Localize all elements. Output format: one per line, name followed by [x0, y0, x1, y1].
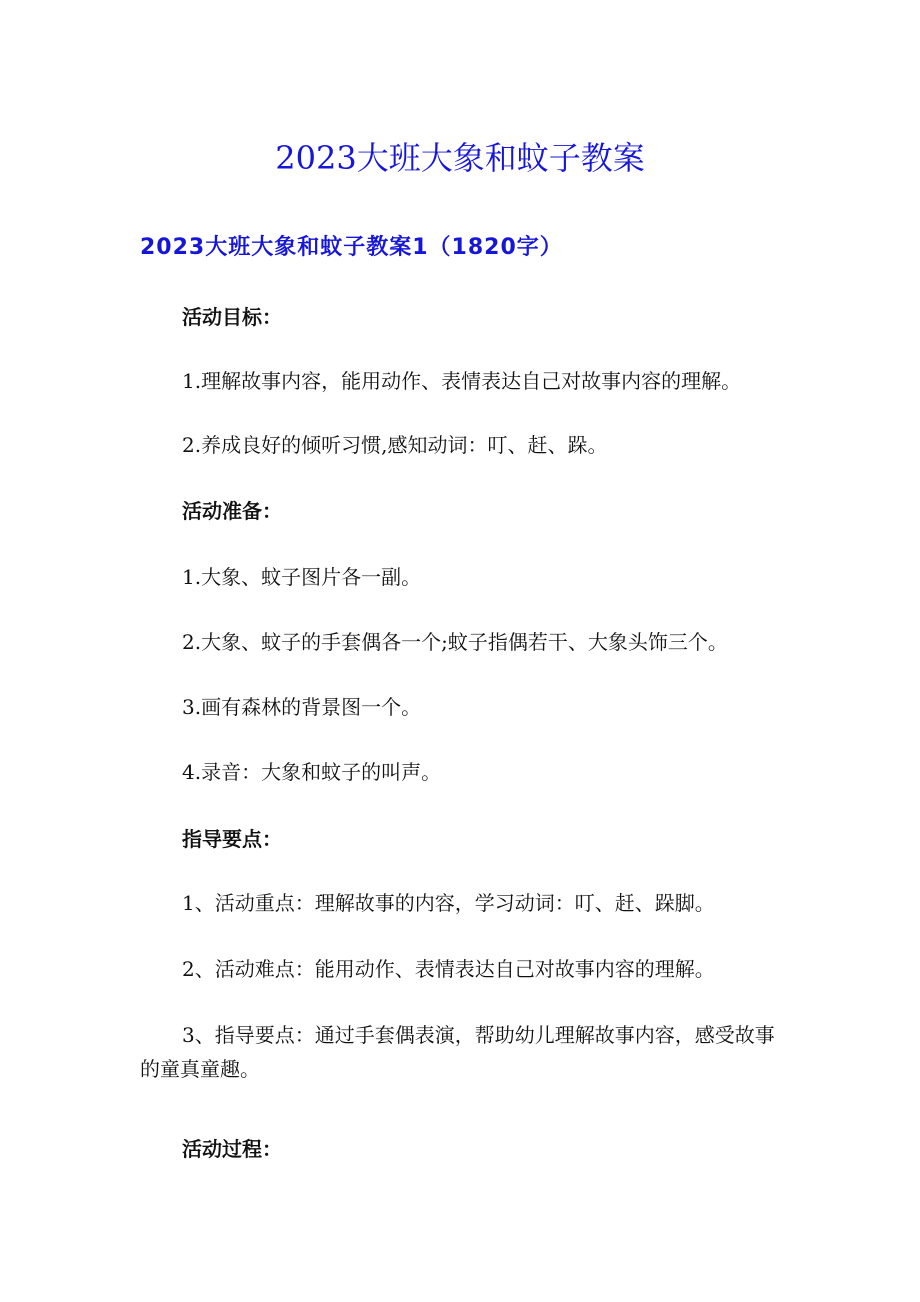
paragraph-guide-1: 1、活动重点：理解故事的内容，学习动词：叮、赶、跺脚。 — [182, 891, 715, 915]
paragraph-prep-1: 1.大象、蚊子图片各一副。 — [182, 565, 422, 589]
heading-activity-goals: 活动目标： — [182, 305, 282, 329]
paragraph-goal-1: 1.理解故事内容，能用动作、表情表达自己对故事内容的理解。 — [182, 369, 742, 393]
paragraph-prep-4: 4.录音：大象和蚊子的叫声。 — [182, 760, 442, 784]
heading-activity-process: 活动过程： — [182, 1137, 282, 1161]
section-title: 2023大班大象和蚊子教案1（1820字） — [140, 235, 563, 260]
paragraph-guide-3: 3、指导要点：通过手套偶表演，帮助幼儿理解故事内容，感受故事的童真童趣。 — [140, 1023, 775, 1081]
paragraph-guide-2: 2、活动难点：能用动作、表情表达自己对故事内容的理解。 — [182, 957, 715, 981]
paragraph-goal-2: 2.养成良好的倾听习惯,感知动词：叮、赶、跺。 — [182, 433, 608, 457]
document-title: 2023大班大象和蚊子教案 — [275, 139, 645, 177]
heading-activity-preparation: 活动准备： — [182, 499, 282, 523]
paragraph-prep-2: 2.大象、蚊子的手套偶各一个;蚊子指偶若干、大象头饰三个。 — [182, 630, 728, 654]
heading-guidance-points: 指导要点： — [182, 827, 282, 851]
paragraph-prep-3: 3.画有森林的背景图一个。 — [182, 695, 422, 719]
